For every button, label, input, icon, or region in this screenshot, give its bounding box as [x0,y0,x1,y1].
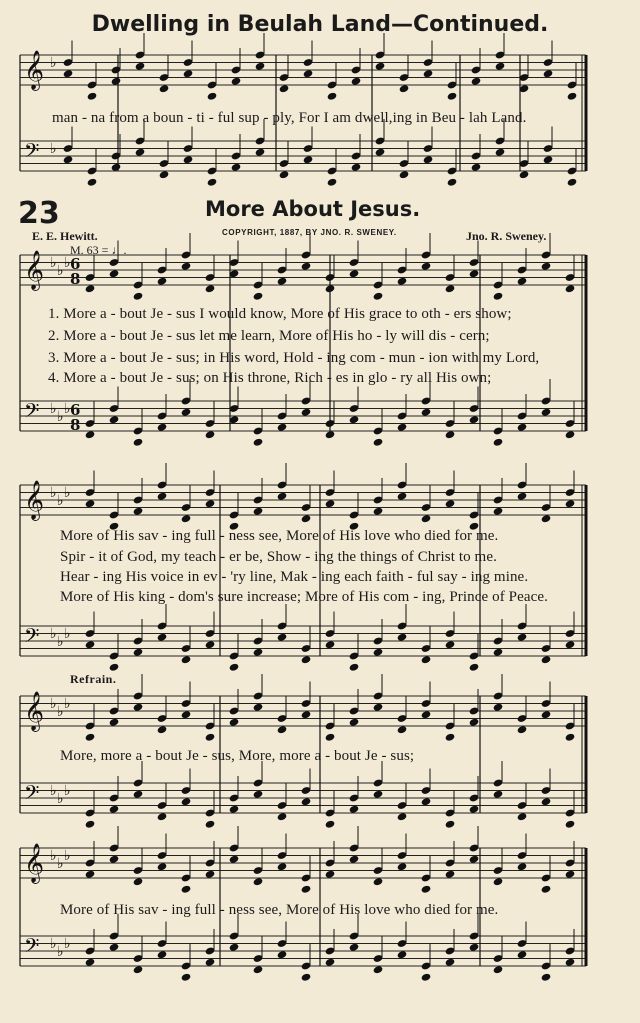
note-head [517,812,528,821]
note-head [253,438,264,447]
note-head [157,725,168,734]
note-head [373,877,384,886]
note-head [543,155,554,164]
note-head [277,492,288,501]
note-head [469,855,480,864]
note-head [445,284,456,293]
note-head [301,655,312,664]
note-head [423,69,434,78]
note-head [253,648,264,657]
treble-clef-icon: 𝄞 [24,250,45,290]
note-head [109,718,120,727]
verse-line-4a: 4. More a - bout Je - sus; on His throne, Rich - es in glo - ry all His own; [48,370,492,386]
note-head [63,155,74,164]
note-head [351,163,362,172]
note-head [85,430,96,439]
note-head [541,885,552,894]
note-head [471,77,482,86]
note-head [325,870,336,879]
note-head [303,69,314,78]
note-head [85,820,96,829]
time-signature: 6 [70,255,81,273]
note-head [421,514,432,523]
note-head [325,958,336,967]
note-head [181,655,192,664]
note-head [277,862,288,871]
note-head [133,965,144,974]
note-head [327,92,338,101]
verse-line-4b: More of His king - dom's sure increase; More of His com - ing, Prince of Peace. [60,589,548,605]
flat-icon: ♭ [64,936,71,952]
note-head [207,92,218,101]
note-head [63,69,74,78]
note-head [301,408,312,417]
note-head [469,805,480,814]
note-head [373,438,384,447]
note-head [205,870,216,879]
note-head [397,492,408,501]
page-title: Dwelling in Beulah Land—Continued. [91,12,549,37]
note-head [277,633,288,642]
note-head [111,163,122,172]
note-head [493,877,504,886]
note-head [445,870,456,879]
note-head [493,703,504,712]
flat-icon: ♭ [57,263,64,279]
note-head [229,855,240,864]
note-head [157,277,168,286]
flat-icon: ♭ [50,55,57,71]
bass-clef-icon: 𝄢 [24,139,40,167]
flat-icon: ♭ [57,409,64,425]
note-head [303,155,314,164]
flat-icon: ♭ [57,493,64,509]
note-head [325,430,336,439]
note-head [517,725,528,734]
note-head [349,269,360,278]
note-head [85,733,96,742]
note-head [445,640,456,649]
note-head [495,148,506,157]
note-head [565,430,576,439]
note-head [205,640,216,649]
note-head [231,163,242,172]
note-head [205,820,216,829]
note-head [565,733,576,742]
flat-icon: ♭ [50,485,57,501]
hymn-composer: Jno. R. Sweney. [466,229,547,243]
note-head [205,733,216,742]
bass-clef-icon: 𝄢 [24,781,40,809]
note-head [373,703,384,712]
note-head [421,710,432,719]
note-head [375,148,386,157]
time-signature: 8 [70,416,81,434]
flat-icon: ♭ [50,401,57,417]
note-head [517,423,528,432]
note-head [255,148,266,157]
note-head [565,499,576,508]
note-head [541,797,552,806]
note-head [445,958,456,967]
note-head [565,820,576,829]
note-head [447,178,458,187]
note-head [397,277,408,286]
note-head [447,92,458,101]
note-head [421,797,432,806]
note-head [133,438,144,447]
note-head [301,885,312,894]
note-head [279,170,290,179]
note-head [565,284,576,293]
note-head [157,423,168,432]
refrain-label: Refrain. [70,672,117,686]
note-head [397,633,408,642]
hymn-title: More About Jesus. [205,197,421,221]
flat-icon: ♭ [64,626,71,642]
note-head [205,284,216,293]
note-head [517,950,528,959]
note-head [301,797,312,806]
note-head [445,430,456,439]
flat-icon: ♭ [57,791,64,807]
bass-clef-icon: 𝄢 [24,624,40,652]
note-head [565,958,576,967]
note-head [109,943,120,952]
note-head [205,958,216,967]
note-head [325,499,336,508]
note-head [517,492,528,501]
note-head [397,862,408,871]
note-head [135,62,146,71]
time-signature: 6 [70,401,81,419]
flat-icon: ♭ [50,141,57,157]
note-head [85,640,96,649]
note-head [541,973,552,982]
note-head [565,640,576,649]
note-head [543,69,554,78]
note-head [277,277,288,286]
note-head [541,262,552,271]
note-head [373,790,384,799]
flat-icon: ♭ [64,848,71,864]
note-head [253,703,264,712]
hymn-number: 23 [18,196,60,231]
note-head [567,92,578,101]
note-head [397,725,408,734]
flat-icon: ♭ [50,783,57,799]
note-head [279,84,290,93]
note-head [109,415,120,424]
note-head [135,148,146,157]
note-head [253,965,264,974]
note-head [541,710,552,719]
note-head [133,877,144,886]
flat-icon: ♭ [64,401,71,417]
flat-icon: ♭ [64,485,71,501]
note-head [493,965,504,974]
note-head [519,170,530,179]
note-head [565,870,576,879]
note-head [85,499,96,508]
time-signature: 8 [70,270,81,288]
note-head [375,62,386,71]
note-head [445,733,456,742]
note-head [87,92,98,101]
note-head [229,663,240,672]
verse-line-1b: More of His sav - ing full - ness see, More of His love who died for me. [60,528,499,544]
treble-clef-icon: 𝄞 [24,50,45,90]
note-head [111,77,122,86]
note-head [255,62,266,71]
note-head [181,710,192,719]
note-head [157,950,168,959]
note-head [421,973,432,982]
note-head [205,430,216,439]
note-head [541,655,552,664]
note-head [397,423,408,432]
continued-lyric-line: man - na from a boun - ti - ful sup - ply, For I am dwell,ing in Beu - lah Land. [52,110,527,126]
note-head [133,703,144,712]
note-head [373,965,384,974]
note-head [157,812,168,821]
note-head [277,950,288,959]
note-head [109,269,120,278]
note-head [277,812,288,821]
note-head [567,178,578,187]
note-head [493,790,504,799]
flat-icon: ♭ [57,944,64,960]
verse-line-3b: Hear - ing His voice in ev - 'ry line, Mak - ing each faith - ful say - ing mine. [60,569,529,585]
treble-clef-icon: 𝄞 [24,843,45,883]
note-head [349,943,360,952]
note-head [277,725,288,734]
note-head [421,262,432,271]
verse-line-2b: Spir - it of God, my teach - er be, Show - ing the things of Christ to me. [60,549,497,565]
note-head [469,269,480,278]
note-head [205,499,216,508]
note-head [397,812,408,821]
note-head [181,408,192,417]
note-head [517,277,528,286]
note-head [133,507,144,516]
note-head [181,797,192,806]
verse-line-3a: 3. More a - bout Je - sus; in His word, Hold - ing com - mun - ion with my Lord, [48,350,540,366]
hymn-author: E. E. Hewitt. [32,229,98,243]
note-head [349,718,360,727]
note-head [541,514,552,523]
note-head [181,514,192,523]
refrain-lyric-2: More of His sav - ing full - ness see, More of His love who died for me. [60,902,499,918]
note-head [253,790,264,799]
note-head [349,855,360,864]
note-head [229,943,240,952]
verse-line-1a: 1. More a - bout Je - sus I would know, More of His grace to oth - ers show; [48,306,512,322]
note-head [327,178,338,187]
flat-icon: ♭ [64,783,71,799]
note-head [349,415,360,424]
note-head [133,292,144,301]
bass-clef-icon: 𝄢 [24,934,40,962]
note-head [231,77,242,86]
flat-icon: ♭ [50,696,57,712]
note-head [133,648,144,657]
note-head [397,950,408,959]
note-head [421,408,432,417]
note-head [109,805,120,814]
note-head [85,284,96,293]
treble-clef-icon: 𝄞 [24,480,45,520]
note-head [493,438,504,447]
note-head [471,163,482,172]
note-head [469,415,480,424]
refrain-lyric-1: More, more a - bout Je - sus, More, more a - bout Je - sus; [60,748,415,764]
note-head [229,718,240,727]
note-head [109,663,120,672]
hymn-copyright: COPYRIGHT, 1887, BY JNO. R. SWENEY. [222,228,397,237]
note-head [421,655,432,664]
note-head [423,155,434,164]
flat-icon: ♭ [50,848,57,864]
note-head [469,943,480,952]
note-head [349,805,360,814]
note-head [541,408,552,417]
note-head [325,820,336,829]
note-head [421,885,432,894]
note-head [85,870,96,879]
note-head [253,292,264,301]
flat-icon: ♭ [57,856,64,872]
verse-line-2a: 2. More a - bout Je - sus let me learn, More of His ho - ly will dis - cern; [48,328,490,344]
note-head [445,820,456,829]
note-head [493,292,504,301]
note-head [181,973,192,982]
note-head [399,170,410,179]
note-head [351,77,362,86]
note-head [157,862,168,871]
note-head [469,718,480,727]
note-head [157,492,168,501]
note-head [157,633,168,642]
flat-icon: ♭ [57,704,64,720]
note-head [373,648,384,657]
note-head [87,178,98,187]
treble-clef-icon: 𝄞 [24,691,45,731]
note-head [301,973,312,982]
note-head [159,170,170,179]
note-head [373,507,384,516]
note-head [109,855,120,864]
note-head [301,710,312,719]
bass-clef-icon: 𝄢 [24,399,40,427]
note-head [349,663,360,672]
note-head [207,178,218,187]
note-head [183,69,194,78]
note-head [373,292,384,301]
note-head [517,633,528,642]
note-head [301,514,312,523]
flat-icon: ♭ [64,255,71,271]
note-head [181,885,192,894]
note-head [445,499,456,508]
note-head [495,62,506,71]
note-head [469,663,480,672]
flat-icon: ♭ [50,255,57,271]
flat-icon: ♭ [64,696,71,712]
note-head [325,733,336,742]
tempo-marking: M. 63 = ♩. [70,243,127,257]
note-head [229,805,240,814]
note-head [183,155,194,164]
note-head [253,507,264,516]
note-head [253,877,264,886]
note-head [399,84,410,93]
flat-icon: ♭ [57,634,64,650]
note-head [301,262,312,271]
note-head [159,84,170,93]
note-head [181,262,192,271]
note-head [85,958,96,967]
note-head [325,640,336,649]
note-head [133,790,144,799]
flat-icon: ♭ [50,936,57,952]
note-head [493,507,504,516]
note-head [517,862,528,871]
flat-icon: ♭ [50,626,57,642]
note-head [277,423,288,432]
note-head [493,648,504,657]
